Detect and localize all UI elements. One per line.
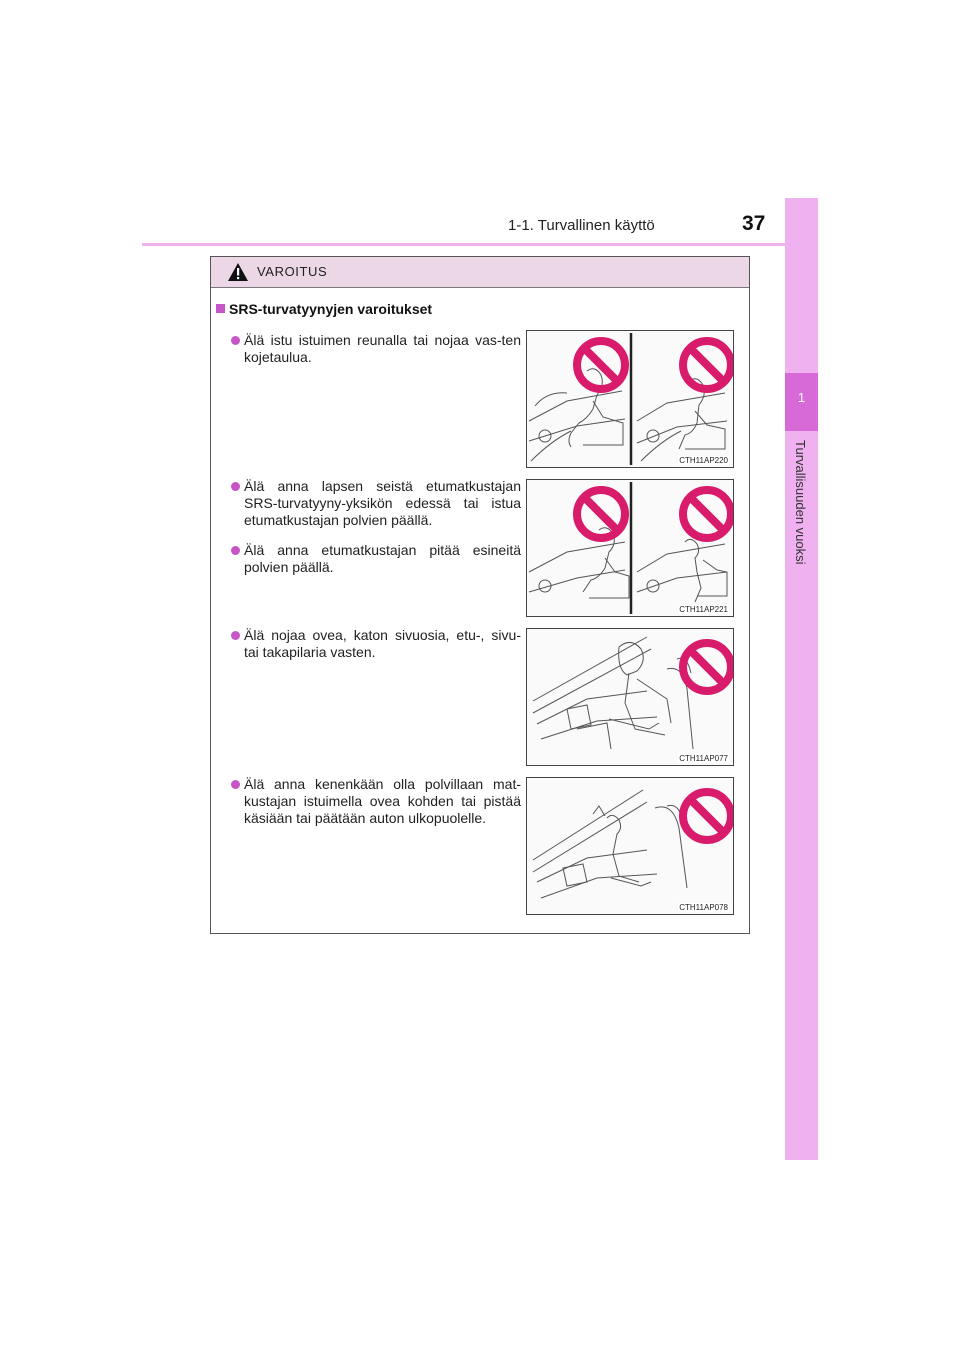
prohibited-icon (683, 341, 731, 389)
warning-box (210, 256, 750, 934)
illustration-drawing (527, 629, 733, 765)
bullet-icon (231, 482, 240, 491)
header-rule (142, 243, 818, 246)
warning-item: Älä istu istuimen reunalla tai nojaa vas-ten kojetaulua. (231, 332, 521, 366)
illustration-kneeling-seat (526, 777, 734, 915)
prohibited-icon (577, 490, 625, 538)
warning-title: VAROITUS (257, 264, 328, 279)
prohibited-icon (683, 643, 731, 691)
illustration-leaning-door (526, 628, 734, 766)
page-number: 37 (742, 212, 766, 235)
section-title: 1-1. Turvallinen käyttö (508, 217, 655, 234)
bullet-icon (231, 631, 240, 640)
bullet-icon (231, 336, 240, 345)
illustration-code: CTH11AP077 (679, 754, 728, 763)
illustration-code: CTH11AP220 (679, 456, 728, 465)
illustration-drawing (527, 480, 733, 616)
warning-item: Älä nojaa ovea, katon sivuosia, etu-, sivu- tai takapilaria vasten. (231, 627, 521, 661)
prohibited-icon (683, 792, 731, 840)
illustration-code: CTH11AP078 (679, 903, 728, 912)
illustration-leaning-dashboard (526, 330, 734, 468)
illustration-drawing (527, 778, 733, 914)
warning-item: Älä anna etumatkustajan pitää esineitä polvien päällä. (231, 542, 521, 576)
warning-header (211, 257, 749, 288)
prohibited-icon (577, 341, 625, 389)
section-square-icon (216, 304, 225, 313)
illustration-drawing (527, 331, 733, 467)
warning-item: Älä anna kenenkään olla polvillaan mat-kustajan istuimella ovea kohden tai pistää käsiään tai päätään auton ulkopuolelle. (231, 776, 521, 827)
illustration-code: CTH11AP221 (679, 605, 728, 614)
warning-item: Älä anna lapsen seistä etumatkustajan SRS-turvatyyny-yksikön edessä tai istua etumatkustajan polvien päällä. (231, 478, 521, 529)
chapter-number: 1 (797, 390, 806, 405)
bullet-icon (231, 780, 240, 789)
prohibited-icon (683, 490, 731, 538)
warning-section-heading: SRS-turvatyynyjen varoitukset (216, 301, 432, 317)
bullet-icon (231, 546, 240, 555)
side-tab (785, 198, 818, 1160)
warning-triangle-icon (227, 262, 249, 282)
illustration-child-standing (526, 479, 734, 617)
